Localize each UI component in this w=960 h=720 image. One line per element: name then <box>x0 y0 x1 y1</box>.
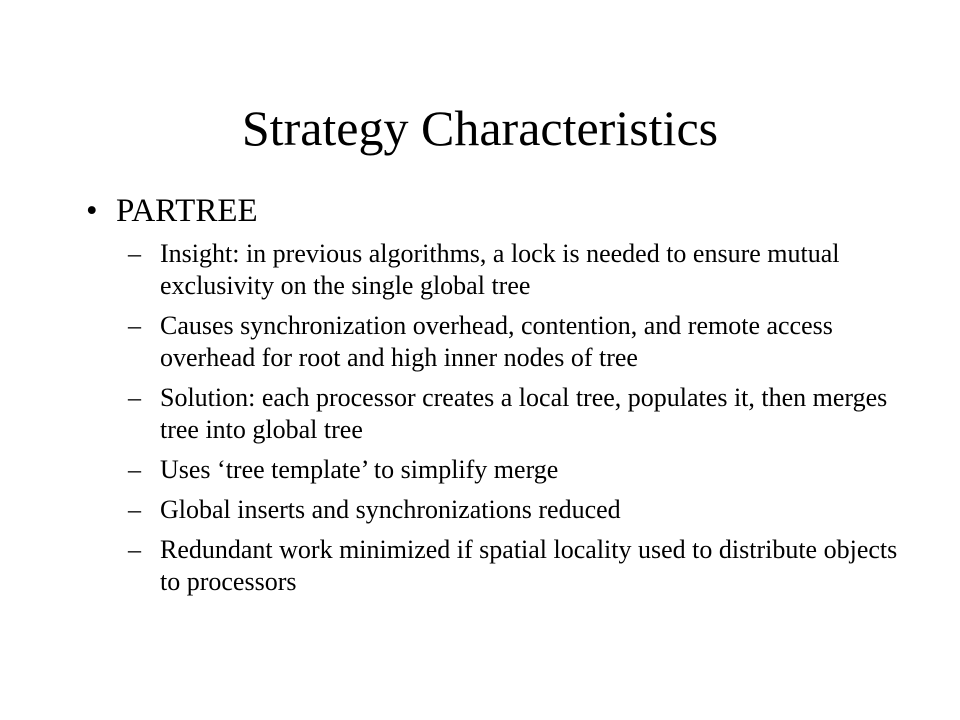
sub-bullet-item <box>128 310 908 374</box>
sub-bullet-item <box>128 238 908 302</box>
dash-marker: – <box>128 535 141 564</box>
sub-bullet-text: Causes synchronization overhead, contention, and remote access overhead for root and high inner nodes of tree <box>160 311 833 372</box>
sub-bullet-list <box>128 238 908 606</box>
sub-bullet-item <box>128 454 908 486</box>
sub-bullet-item <box>128 494 908 526</box>
sub-bullet-text: Insight: in previous algorithms, a lock is needed to ensure mutual exclusivity on the single global tree <box>160 239 840 300</box>
sub-bullet-item <box>128 534 908 598</box>
sub-bullet-text: Solution: each processor creates a local tree, populates it, then merges tree into global tree <box>160 383 888 444</box>
bullet-partree <box>86 190 258 232</box>
dash-marker: – <box>128 495 141 524</box>
sub-bullet-text: Redundant work minimized if spatial locality used to distribute objects to processors <box>160 535 898 596</box>
sub-bullet-text: Uses ‘tree template’ to simplify merge <box>160 455 559 484</box>
bullet-marker: • <box>86 193 98 229</box>
sub-bullet-text: Global inserts and synchronizations reduced <box>160 495 621 524</box>
slide-title: Strategy Characteristics <box>241 100 719 156</box>
dash-marker: – <box>128 455 141 484</box>
dash-marker: – <box>128 311 141 340</box>
dash-marker: – <box>128 239 141 268</box>
sub-bullet-item <box>128 382 908 446</box>
bullet-text: PARTREE <box>116 193 258 229</box>
dash-marker: – <box>128 383 141 412</box>
